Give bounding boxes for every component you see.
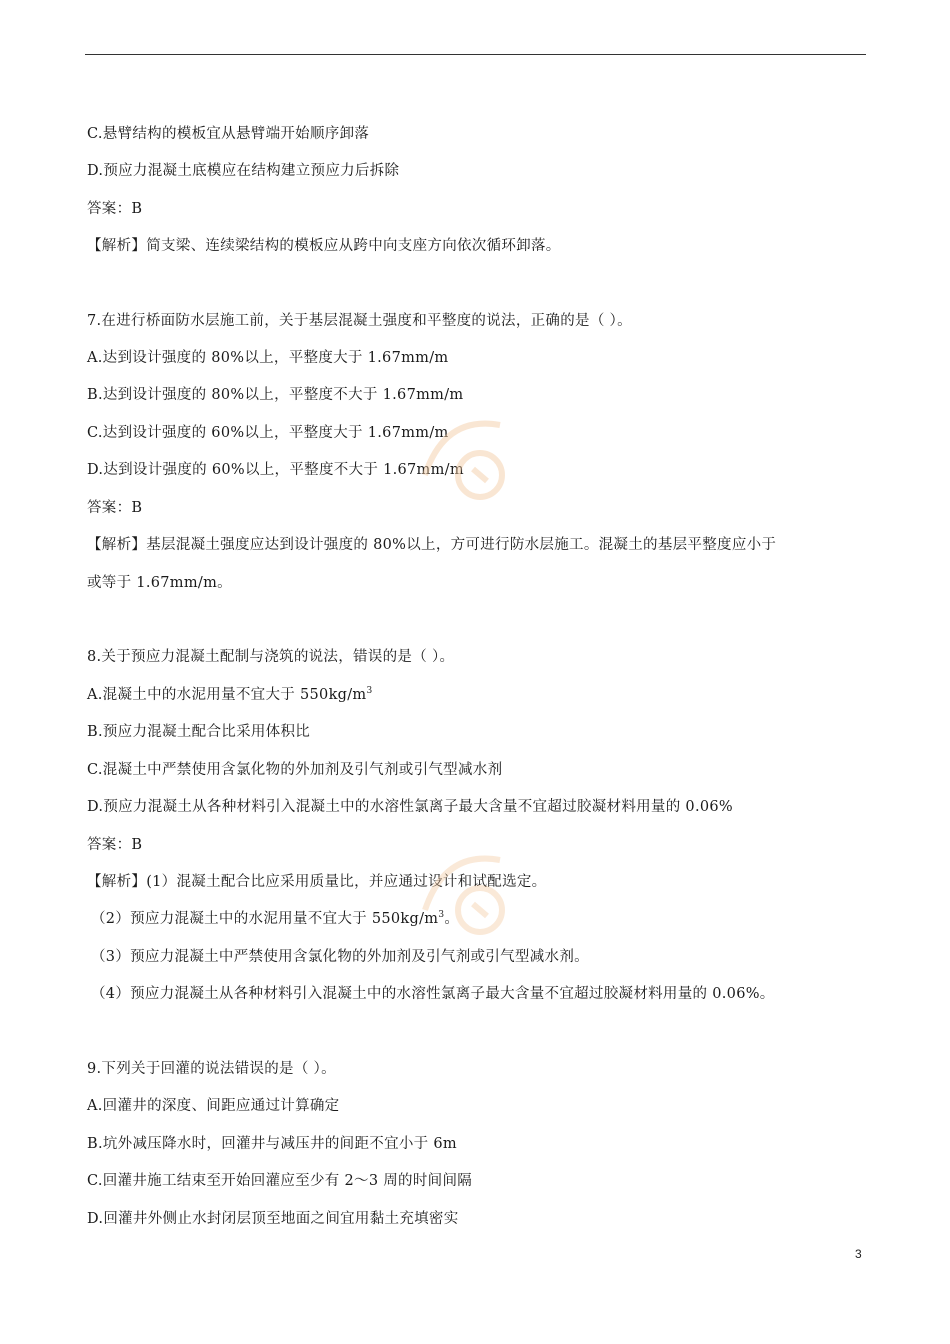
superscript-3: 3 xyxy=(366,686,373,697)
question-8-option-a xyxy=(87,685,373,705)
page-number: 3 xyxy=(855,1247,862,1261)
question-7-option-c: C.达到设计强度的 60%以上，平整度大于 1.67mm/m xyxy=(87,425,449,441)
question-9-option-a: A.回灌井的深度、间距应通过计算确定 xyxy=(87,1098,340,1114)
question-8-analysis-4: （4）预应力混凝土从各种材料引入混凝土中的水溶性氯离子最大含量不宜超过胶凝材料用量的 0.06%。 xyxy=(91,986,775,1002)
question-8-analysis-2-text: （2）预应力混凝土中的水泥用量不宜大于 550kg/m xyxy=(91,911,439,927)
question-7-option-a: A.达到设计强度的 80%以上，平整度大于 1.67mm/m xyxy=(87,350,449,366)
question-8-option-c: C.混凝土中严禁使用含氯化物的外加剂及引气剂或引气型减水剂 xyxy=(87,762,503,778)
superscript-3: 3 xyxy=(438,910,445,921)
question-8-answer: 答案：B xyxy=(87,837,143,853)
watermark-logo-icon xyxy=(405,395,525,515)
question-8-option-a-text: A.混凝土中的水泥用量不宜大于 550kg/m xyxy=(87,687,367,703)
question-7-option-d: D.达到设计强度的 60%以上，平整度不大于 1.67mm/m xyxy=(87,462,464,478)
question-8-analysis-2 xyxy=(91,909,459,929)
period: 。 xyxy=(444,911,460,927)
question-8-option-d: D.预应力混凝土从各种材料引入混凝土中的水溶性氯离子最大含量不宜超过胶凝材料用量的 0.06% xyxy=(87,799,733,815)
question-9-option-d: D.回灌井外侧止水封闭层顶至地面之间宜用黏土充填密实 xyxy=(87,1211,459,1227)
question-9-option-c: C.回灌井施工结束至开始回灌应至少有 2～3 周的时间间隔 xyxy=(87,1173,473,1189)
question-7-option-b: B.达到设计强度的 80%以上，平整度不大于 1.67mm/m xyxy=(87,387,464,403)
question-8-analysis-3: （3）预应力混凝土中严禁使用含氯化物的外加剂及引气剂或引气型减水剂。 xyxy=(91,949,589,965)
question-8-stem: 8.关于预应力混凝土配制与浇筑的说法，错误的是（ ）。 xyxy=(87,649,455,665)
question-6-option-c: C.悬臂结构的模板宜从悬臂端开始顺序卸落 xyxy=(87,126,370,142)
question-7-analysis: 【解析】基层混凝土强度应达到设计强度的 80%以上，方可进行防水层施工。混凝土的基层平整度应小于 xyxy=(87,537,777,553)
question-7-answer: 答案：B xyxy=(87,500,143,516)
question-9-option-b: B.坑外减压降水时，回灌井与减压井的间距不宜小于 6m xyxy=(87,1136,457,1152)
question-6-option-d: D.预应力混凝土底模应在结构建立预应力后拆除 xyxy=(87,163,400,179)
question-6-analysis: 【解析】简支梁、连续梁结构的模板应从跨中向支座方向依次循环卸落。 xyxy=(87,238,561,254)
question-8-option-b: B.预应力混凝土配合比采用体积比 xyxy=(87,724,311,740)
question-8-analysis-1: 【解析】(1）混凝土配合比应采用质量比，并应通过设计和试配选定。 xyxy=(87,874,547,890)
question-7-stem: 7.在进行桥面防水层施工前，关于基层混凝土强度和平整度的说法，正确的是（ ）。 xyxy=(87,313,632,329)
question-6-answer: 答案：B xyxy=(87,201,143,217)
question-7-analysis-cont: 或等于 1.67mm/m。 xyxy=(87,575,232,591)
question-9-stem: 9.下列关于回灌的说法错误的是（ ）。 xyxy=(87,1061,336,1077)
header-rule xyxy=(85,54,866,55)
